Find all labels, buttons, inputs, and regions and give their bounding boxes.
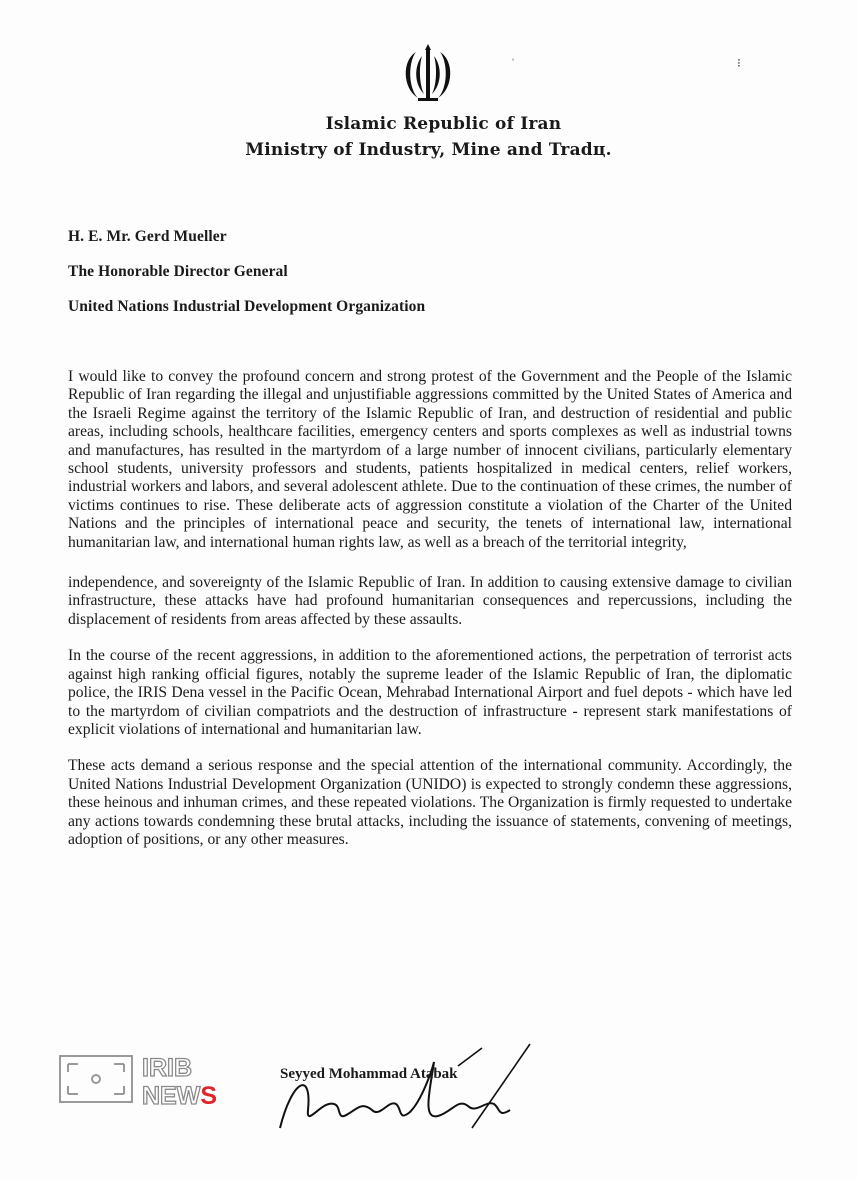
letterhead-ministry: Ministry of Industry, Mine and Tradц. [245, 140, 612, 160]
letter-body [68, 368, 792, 867]
signatory-name: Seyyed Mohammad Atabak [280, 1066, 458, 1082]
addressee-block [68, 228, 425, 333]
scan-speck: ⁝ [737, 56, 741, 70]
paragraph-4: These acts demand a serious response and the special attention of the international community. Accordingly, the United Nations Industrial Development Organization (UNIDO) is expected to strongly condemn these aggressions, these heinous and inhuman crimes, and these repeated violations. The Organization is firmly requested to undertake any actions towards condemning these brutal attacks, including the issuance of statements, convening of meetings, adoption of positions, or any other measures. [68, 757, 792, 848]
paragraph-3: In the course of the recent aggressions, in addition to the aforementioned actions, the perpetration of terrorist acts against high ranking official figures, notably the supreme leader of the Islamic Republic of Iran, the diplomatic police, the IRIS Dena vessel in the Pacific Ocean, Mehrabad International Airport and fuel depots - which have led to the martyrdom of civilian compatriots and the destruction of infrastructure - represent stark manifestations of explicit violations of international and humanitarian law. [68, 647, 792, 738]
addressee-title: The Honorable Director General [68, 263, 288, 280]
scan-speck: ˈ [511, 56, 515, 70]
letterhead-country: Islamic Republic of Iran [325, 114, 562, 134]
watermark-line2-main: NEW [142, 1082, 201, 1108]
watermark-line2 [142, 1082, 217, 1108]
addressee-name: H. E. Mr. Gerd Mueller [68, 228, 227, 245]
iran-emblem-icon [396, 44, 460, 104]
camera-frame-icon [60, 1056, 132, 1102]
handwritten-signature [262, 1040, 542, 1140]
addressee-organization: United Nations Industrial Development Organization [68, 298, 426, 315]
irib-news-watermark [58, 1050, 258, 1108]
letterhead [0, 114, 857, 160]
watermark-line1: IRIB [142, 1054, 192, 1082]
paragraph-2: independence, and sovereignty of the Islamic Republic of Iran. In addition to causing extensive damage to civilian infrastructure, these attacks have had profound humanitarian consequences and repercussions, including the displacement of residents from areas affected by these assaults. [68, 574, 792, 628]
watermark-line2-accent: S [200, 1082, 218, 1108]
paragraph-1: I would like to convey the profound concern and strong protest of the Government and the People of the Islamic Republic of Iran regarding the illegal and unjustifiable aggressions committed by the United States of America and the Israeli Regime against the territory of the Islamic Republic of Iran, and destruction of residential and public areas, including schools, healthcare facilities, emergency centers and sports complexes as well as industrial towns and manufactures, has resulted in the martyrdom of a large number of innocent civilians, particularly elementary school students, university professors and students, patients hospitalized in medical centers, relief workers, industrial workers and labors, and several adolescent athlete. Due to the continuation of these crimes, the number of victims continues to rise. These deliberate acts of aggression constitute a violation of the Charter of the United Nations and the principles of international peace and security, the tenets of international law, international humanitarian law, and international human rights law, as well as a breach of the territorial integrity, [68, 368, 792, 551]
